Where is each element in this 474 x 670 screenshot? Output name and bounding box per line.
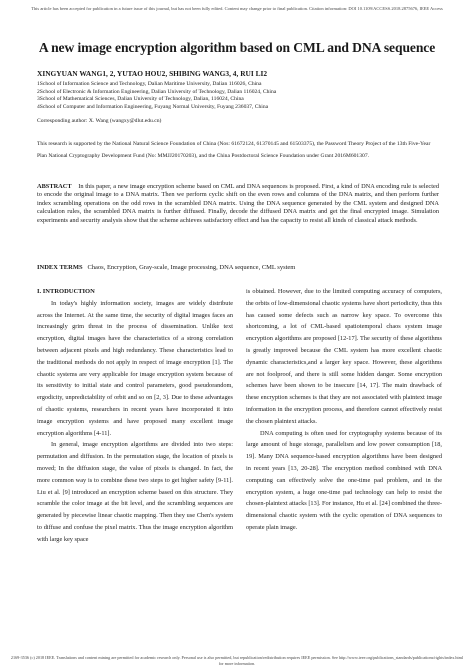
author-list: XINGYUAN WANG1, 2, YUTAO HOU2, SHIBING WANG3, 4, RUI LI2 xyxy=(37,69,268,78)
body-paragraph: is obtained. However, due to the limited computing accuracy of computers, the orbits of low-dimensional chaotic systems have short periodicity, thus this has caused some defects such as narrow key space. To overcome this shortcoming, a lot of CML-based spatiotemporal chaos system image encryption algorithms are proposed [12-17]. The security of these algorithms is greatly improved because the CML system has more excellent chaotic dynamic characteristics,and a larger key space. However, these algorithms are not foolproof, and there is still some hidden danger. Some encryption schemes have been shown to be insecure [14, 17]. The main drawback of these encryption schemes is that they are not associated with plaintext image information in the encryption process, and therefore cannot effectively resist the chosen plaintext attacks. xyxy=(246,288,442,425)
index-terms xyxy=(37,264,295,271)
affiliation: 2School of Electronic & Information Engineering, Dalian University of Technology, Dalian 116024, China xyxy=(37,88,277,95)
corresponding-author: Corresponding author: X. Wang (wangxy@dlut.edu.cn) xyxy=(37,118,162,124)
body-paragraph: DNA computing is often used for cryptography systems because of its large amount of huge storage, parallelism and low power consumption [18, 19]. Many DNA sequence-based encryption algorithms have been designed in recent years [13, 20-28]. The encryption method combined with DNA computing can effectively solve the one-time pad problem, and in the encryption system, a huge one-time pad technology can help to resist the chosen-plaintext attacks [13]. For instance, Hu et al. [24] combined the three-dimensional chaotic system with the cyclic operation of DNA sequences to operate plain image. xyxy=(246,429,442,531)
index-terms-text: Chaos, Encryption, Gray-scale, Image processing, DNA sequence, CML system xyxy=(87,264,296,271)
body-paragraph: In today's highly information society, images are widely distribute across the Internet. At the same time, the security of digital images faces an increasingly grim threat in the process of dissemination. Unlike text encryption, digital images have the characteristics of a strong correlation between adjacent pixels and high redundancy. These characteristics lead to the traditional methods do not apply in respect of image encryption [1]. The chaotic systems are very applicable for image encryption system because of its sensitivity to initial state and control parameters, good pseudorandom, ergodicity, unpredictability of orbit and so on [2, 3]. Due to these advantages of chaotic systems, researchers in recent years have incorporated it into image encryption systems and have proposed many excellent image encryption algorithms [4-11]. xyxy=(37,299,233,437)
abstract-heading: ABSTRACT xyxy=(37,183,72,190)
right-column xyxy=(246,286,442,534)
copyright-footer: 2169-3536 (c) 2018 IEEE. Translations and content mining are permitted for academic research only. Personal use is also permitted, but republication/redistribution requires IEEE permission. See http://www.ieee.org/publications_standards/publications/rights/index.html for more information. xyxy=(10,655,464,666)
paper-title: A new image encryption algorithm based on CML and DNA sequence xyxy=(38,40,436,55)
left-column xyxy=(37,286,233,546)
abstract-text: In this paper, a new image encryption scheme based on CML and DNA sequences is proposed. First, a kind of DNA encoding rule is selected to encode the original image to a DNA matrix. Then we perform cyclic shift on the even rows and columns of the DNA matrix, and then perform further index scrambling operations on the odd rows in the scrambled DNA matrix. Using the DNA sequence generated by the CML system and designed DNA calculation rules, the scrambled DNA matrix is further diffused. Finally, decode the diffused DNA matrix and get the final encrypted image. Simulation experiments and security analysis show that the scheme achieves satisfactory effect and has the capacity to resist all kinds of classical attack methods. xyxy=(37,183,439,224)
affiliation: 4School of Computer and Information Engineering, Fuyang Normal University, Fuyang 236037, China xyxy=(37,103,269,110)
abstract xyxy=(37,183,439,225)
affiliation-list xyxy=(37,81,457,111)
affiliation: 3School of Mathematical Sciences, Dalian University of Technology, Dalian, 116024, China xyxy=(37,96,244,103)
affiliation: 1School of Information Science and Technology, Dalian Maritime University, Dalian 116026, China xyxy=(37,81,262,87)
body-paragraph: In general, image encryption algorithms are divided into two steps: permutation and diffusion. In the permutation stage, the location of pixels is moved; In the diffusion stage, the value of pixels is changed. In fact, the more common way is to combine these two steps to get higher safety [9-11]. Liu et al. [9] introduced an encryption scheme based on this structure. They scramble the color image at the bit level, and the scrambling sequences are generated by piecewise linear chaotic mapping. Then they use Chen's system to diffuse and confuse the pixel matrix. Thus the image encryption algorithm with large key space xyxy=(37,441,233,543)
journal-banner: This article has been accepted for publication in a future issue of this journal, but has not been fully edited. Content may change prior to final publication. Citation information: DOI 10.1109/ACCESS.2018.2875676, IEEE Access xyxy=(31,6,443,11)
funding-statement: This research is supported by the National Natural Science Foundation of China (Nos: 61672124, 61370145 and 61503375), the Password Theory Project of the 13th Five-Year Plan National Cryptography Development Fund (No: MMJJ20170203), and the China Postdoctoral Science Foundation under Grant 2016M601307. xyxy=(37,141,431,159)
index-terms-heading: INDEX TERMS xyxy=(37,264,83,271)
section-heading: I. INTRODUCTION xyxy=(37,288,95,295)
